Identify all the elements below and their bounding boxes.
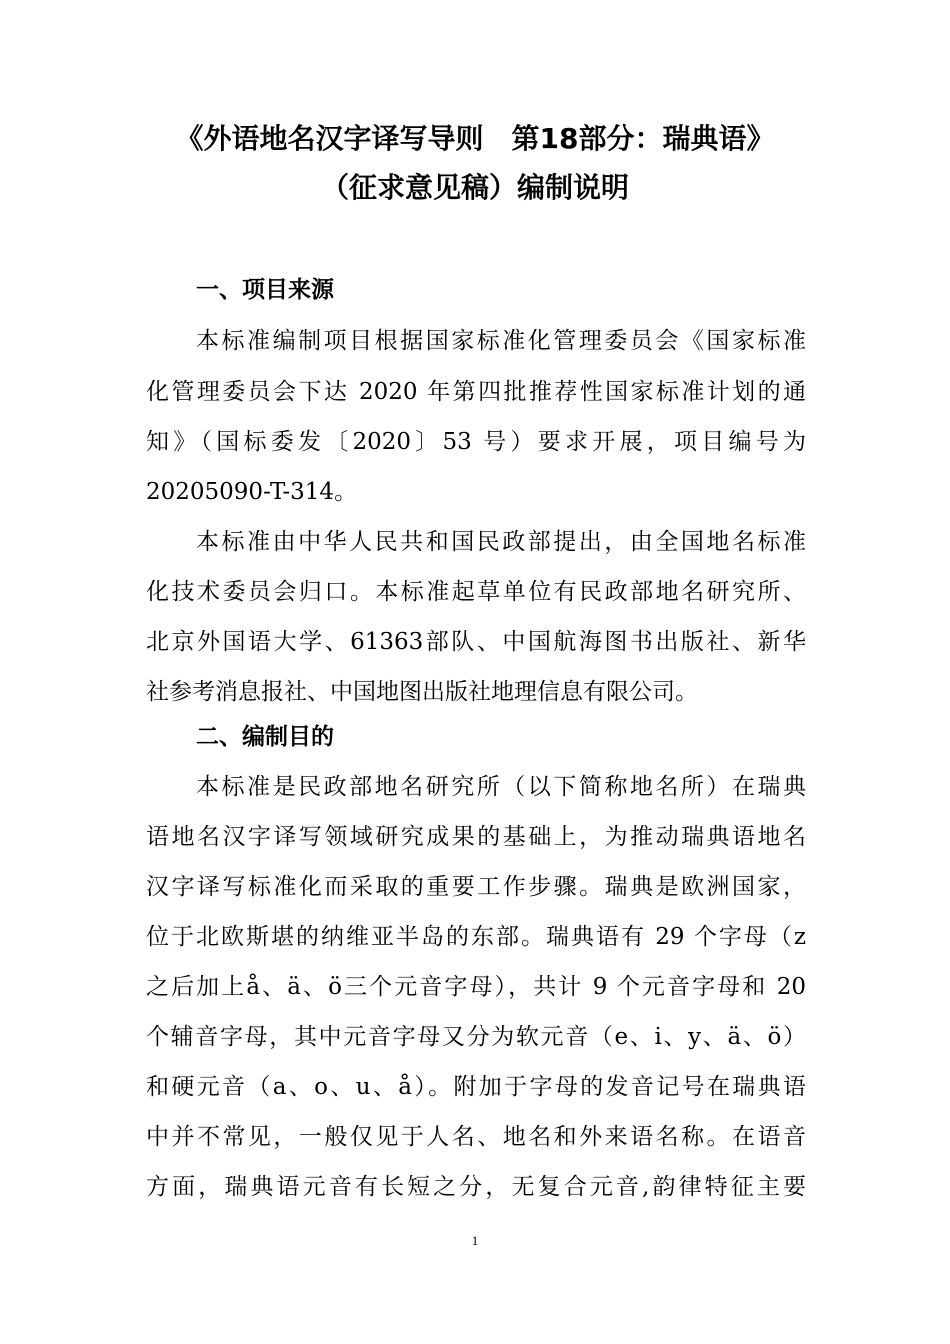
section-2-paragraph-1-line: 汉字译写标准化而采取的重要工作步骤。瑞典是欧洲国家， (146, 874, 806, 900)
section-1-paragraph-1-line: 本标准编制项目根据国家标准化管理委员会《国家标准 (196, 328, 806, 354)
section-1-paragraph-2-line: 北京外国语大学、61363部队、中国航海图书出版社、新华 (146, 629, 806, 655)
section-2-paragraph-1-line: 语地名汉字译写领域研究成果的基础上，为推动瑞典语地名 (146, 824, 806, 850)
section-2-paragraph-1-line: 中并不常见，一般仅见于人名、地名和外来语名称。在语音 (146, 1124, 806, 1150)
section-1-paragraph-2-line: 化技术委员会归口。本标准起草单位有民政部地名研究所、 (146, 579, 806, 605)
page-number: 1 (471, 1233, 479, 1248)
section-1-paragraph-1-line: 化管理委员会下达 2020 年第四批推荐性国家标准计划的通 (146, 379, 806, 405)
document-title-line-2: （征求意见稿）编制说明 (320, 171, 629, 204)
section-2-paragraph-1-line: 位于北欧斯堪的纳维亚半岛的东部。瑞典语有 29 个字母（z (146, 924, 806, 950)
section-1-paragraph-1-line: 20205090-T-314。 (146, 479, 358, 505)
section-2-paragraph-1-line: 方面，瑞典语元音有长短之分，无复合元音,韵律特征主要 (146, 1174, 806, 1200)
section-1-paragraph-1-line: 知》（国标委发〔2020〕53 号）要求开展，项目编号为 (146, 429, 806, 455)
document-title-line-1: 《外语地名汉字译写导则 第18部分：瑞典语》 (175, 122, 775, 155)
section-1-paragraph-2-line: 本标准由中华人民共和国民政部提出，由全国地名标准 (196, 529, 806, 555)
section-2-paragraph-1-line: 之后加上å、ä、ö三个元音字母），共计 9 个元音字母和 20 (146, 974, 806, 1000)
section-1-heading: 一、项目来源 (196, 277, 334, 303)
section-2-heading: 二、编制目的 (196, 724, 334, 750)
section-2-paragraph-1-line: 个辅音字母，其中元音字母又分为软元音（e、i、y、ä、ö） (146, 1024, 806, 1050)
section-2-paragraph-1-line: 和硬元音（a、o、u、å）。附加于字母的发音记号在瑞典语 (146, 1074, 806, 1100)
section-2-paragraph-1-line: 本标准是民政部地名研究所（以下简称地名所）在瑞典 (196, 774, 806, 800)
section-1-paragraph-2-line: 社参考消息报社、中国地图出版社地理信息有限公司。 (146, 679, 698, 705)
